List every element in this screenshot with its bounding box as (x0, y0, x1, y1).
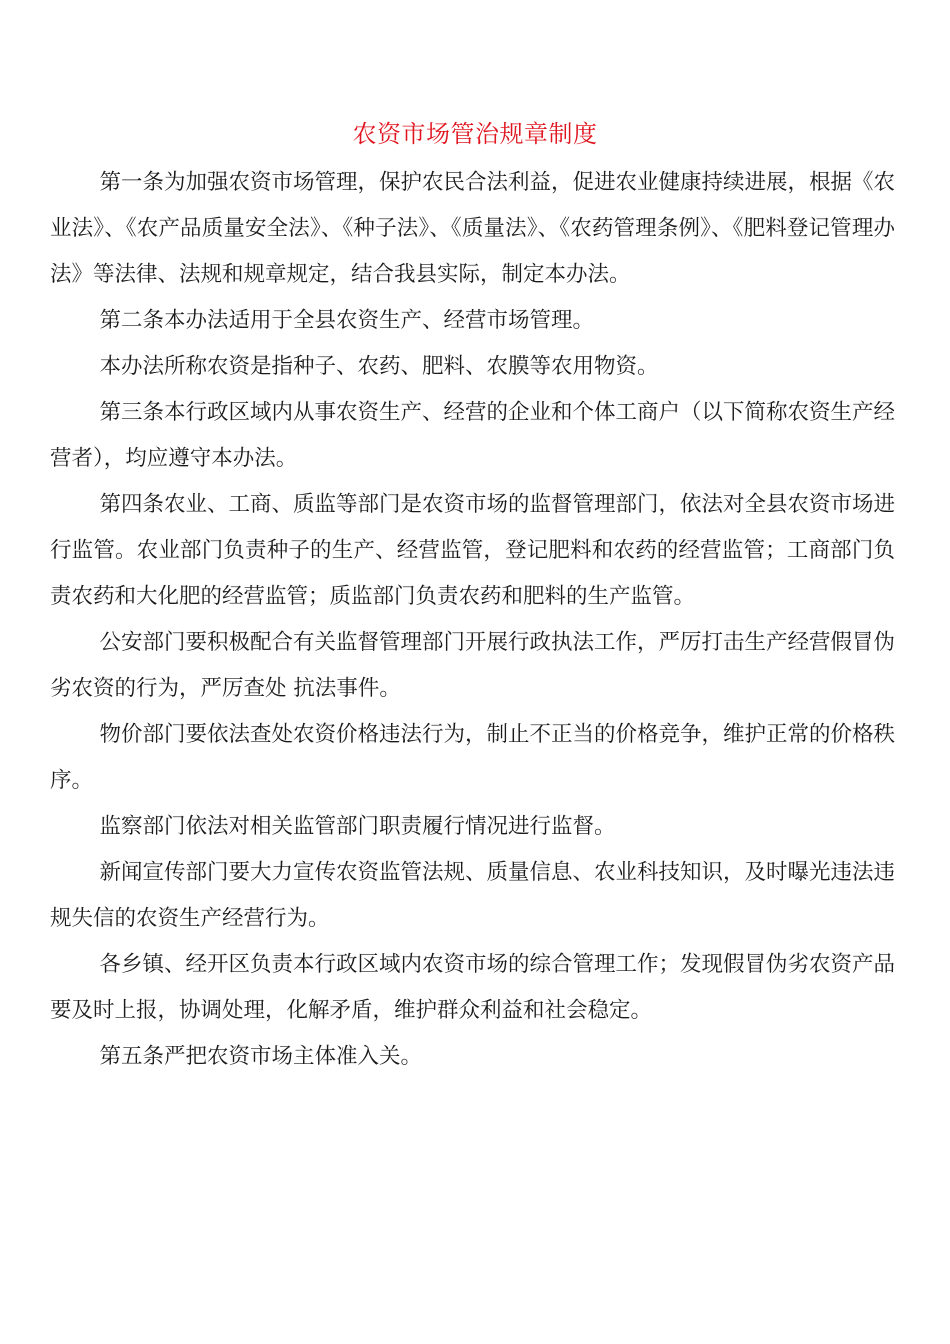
document-body (50, 160, 895, 1080)
paragraph-article-4: 第四条农业、工商、质监等部门是农资市场的监督管理部门，依法对全县农资市场进行监管。农业部门负责种子的生产、经营监管，登记肥料和农药的经营监管；工商部门负责农药和大化肥的经营监管；质监部门负责农药和肥料的生产监管。 (50, 492, 895, 609)
document-title: 农资市场管治规章制度 (352, 120, 598, 148)
paragraph-price: 物价部门要依法查处农资价格违法行为，制止不正当的价格竞争，维护正常的价格秩序。 (50, 722, 895, 793)
paragraph-definition: 本办法所称农资是指种子、农药、肥料、农膜等农用物资。 (99, 354, 659, 379)
paragraph-publicity: 新闻宣传部门要大力宣传农资监管法规、质量信息、农业科技知识，及时曝光违法违规失信的农资生产经营行为。 (50, 860, 895, 931)
paragraph-public-security: 公安部门要积极配合有关监督管理部门开展行政执法工作，严厉打击生产经营假冒伪劣农资的行为，严厉查处 抗法事件。 (50, 630, 895, 701)
paragraph-townships: 各乡镇、经开区负责本行政区域内农资市场的综合管理工作；发现假冒伪劣农资产品要及时上报，协调处理，化解矛盾，维护群众利益和社会稳定。 (50, 952, 895, 1023)
paragraph-article-2: 第二条本办法适用于全县农资生产、经营市场管理。 (99, 308, 594, 333)
paragraph-supervision: 监察部门依法对相关监管部门职责履行情况进行监督。 (99, 814, 616, 839)
paragraph-article-1: 第一条为加强农资市场管理，保护农民合法利益，促进农业健康持续进展，根据《农业法》、《农产品质量安全法》、《种子法》、《质量法》、《农药管理条例》、《肥料登记管理办法》等法律、法规和规章规定，结合我县实际，制定本办法。 (50, 170, 895, 287)
paragraph-article-5: 第五条严把农资市场主体准入关。 (99, 1044, 422, 1069)
paragraph-article-3: 第三条本行政区域内从事农资生产、经营的企业和个体工商户（以下简称农资生产经营者），均应遵守本办法。 (50, 400, 895, 471)
